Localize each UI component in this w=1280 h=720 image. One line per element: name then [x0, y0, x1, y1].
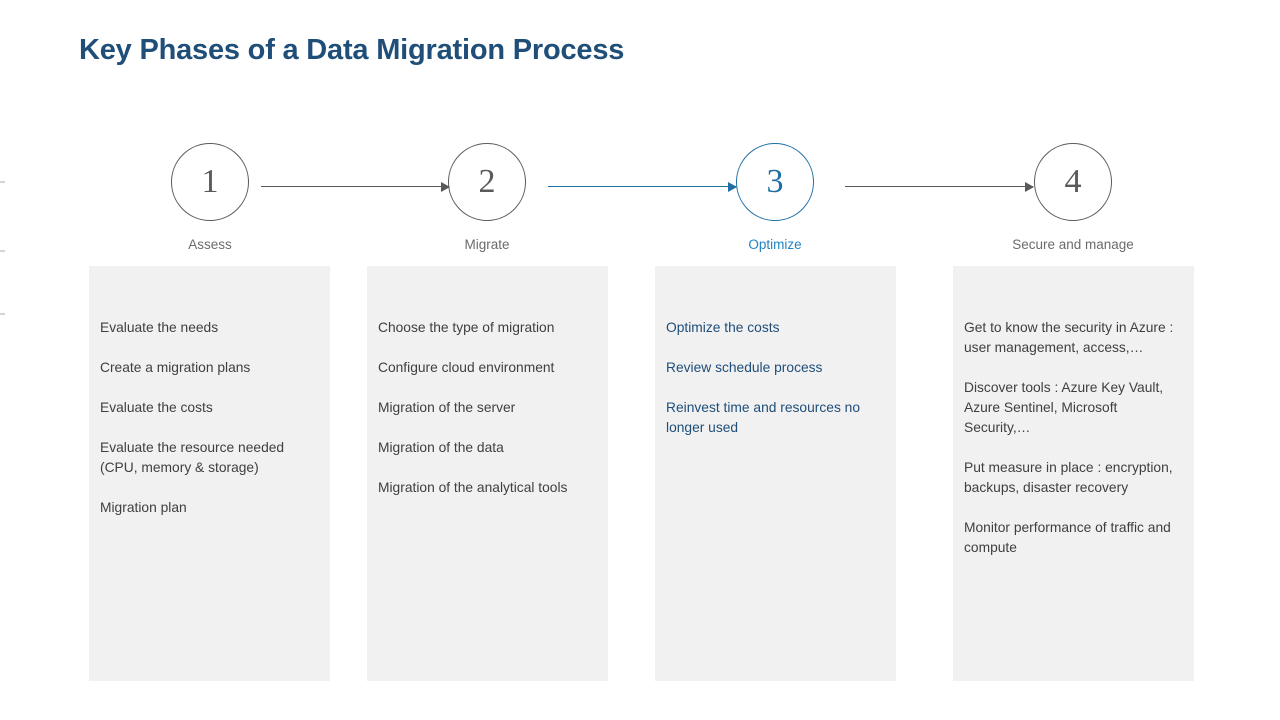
panel-secure-list — [964, 318, 1181, 558]
arrow-head-icon — [1025, 182, 1034, 192]
panel-migrate — [367, 266, 608, 681]
arrow-head-icon — [441, 182, 450, 192]
panel-optimize — [655, 266, 896, 681]
step-number-circle-3: 3 — [736, 143, 814, 221]
list-item: Choose the type of migration — [378, 320, 555, 335]
arrow-line — [845, 186, 1033, 187]
panel-migrate-list — [378, 318, 595, 498]
step-1[interactable] — [130, 143, 290, 252]
list-item: Create a migration plans — [100, 360, 251, 375]
arrow-step2-to-step3 — [548, 182, 736, 192]
arrow-step1-to-step2 — [261, 182, 449, 192]
page-title: Key Phases of a Data Migration Process — [79, 34, 625, 66]
list-item: Migration of the data — [378, 440, 504, 455]
panel-secure-and-manage — [953, 266, 1194, 681]
step-2[interactable] — [407, 143, 567, 252]
panel-optimize-list — [666, 318, 883, 438]
panel-assess — [89, 266, 330, 681]
step-number-circle-4: 4 — [1034, 143, 1112, 221]
step-4[interactable] — [993, 143, 1153, 252]
step-number-circle-2: 2 — [448, 143, 526, 221]
step-label-3: Optimize — [748, 237, 802, 252]
steps-row — [0, 143, 1280, 263]
edge-tick-3 — [0, 313, 5, 315]
list-item: Review schedule process — [666, 360, 823, 375]
list-item: Get to know the security in Azure : user management, access,… — [964, 320, 1174, 355]
list-item: Configure cloud environment — [378, 360, 555, 375]
list-item: Evaluate the needs — [100, 320, 219, 335]
step-label-4: Secure and manage — [1012, 237, 1134, 252]
list-item: Discover tools : Azure Key Vault, Azure Sentinel, Microsoft Security,… — [964, 380, 1164, 435]
list-item: Evaluate the costs — [100, 400, 213, 415]
step-number-circle-1: 1 — [171, 143, 249, 221]
list-item: Optimize the costs — [666, 320, 780, 335]
list-item: Reinvest time and resources no longer used — [666, 400, 861, 435]
list-item: Migration plan — [100, 500, 187, 515]
arrow-head-icon — [728, 182, 737, 192]
list-item: Migration of the analytical tools — [378, 480, 568, 495]
panel-assess-list — [100, 318, 317, 518]
step-label-2: Migrate — [464, 237, 510, 252]
list-item: Migration of the server — [378, 400, 516, 415]
list-item: Monitor performance of traffic and compute — [964, 520, 1171, 555]
list-item: Put measure in place : encryption, backups, disaster recovery — [964, 460, 1173, 495]
arrow-line — [548, 186, 736, 187]
step-3[interactable] — [695, 143, 855, 252]
arrow-step3-to-step4 — [845, 182, 1033, 192]
list-item: Evaluate the resource needed (CPU, memory & storage) — [100, 440, 285, 475]
step-label-1: Assess — [188, 237, 232, 252]
arrow-line — [261, 186, 449, 187]
